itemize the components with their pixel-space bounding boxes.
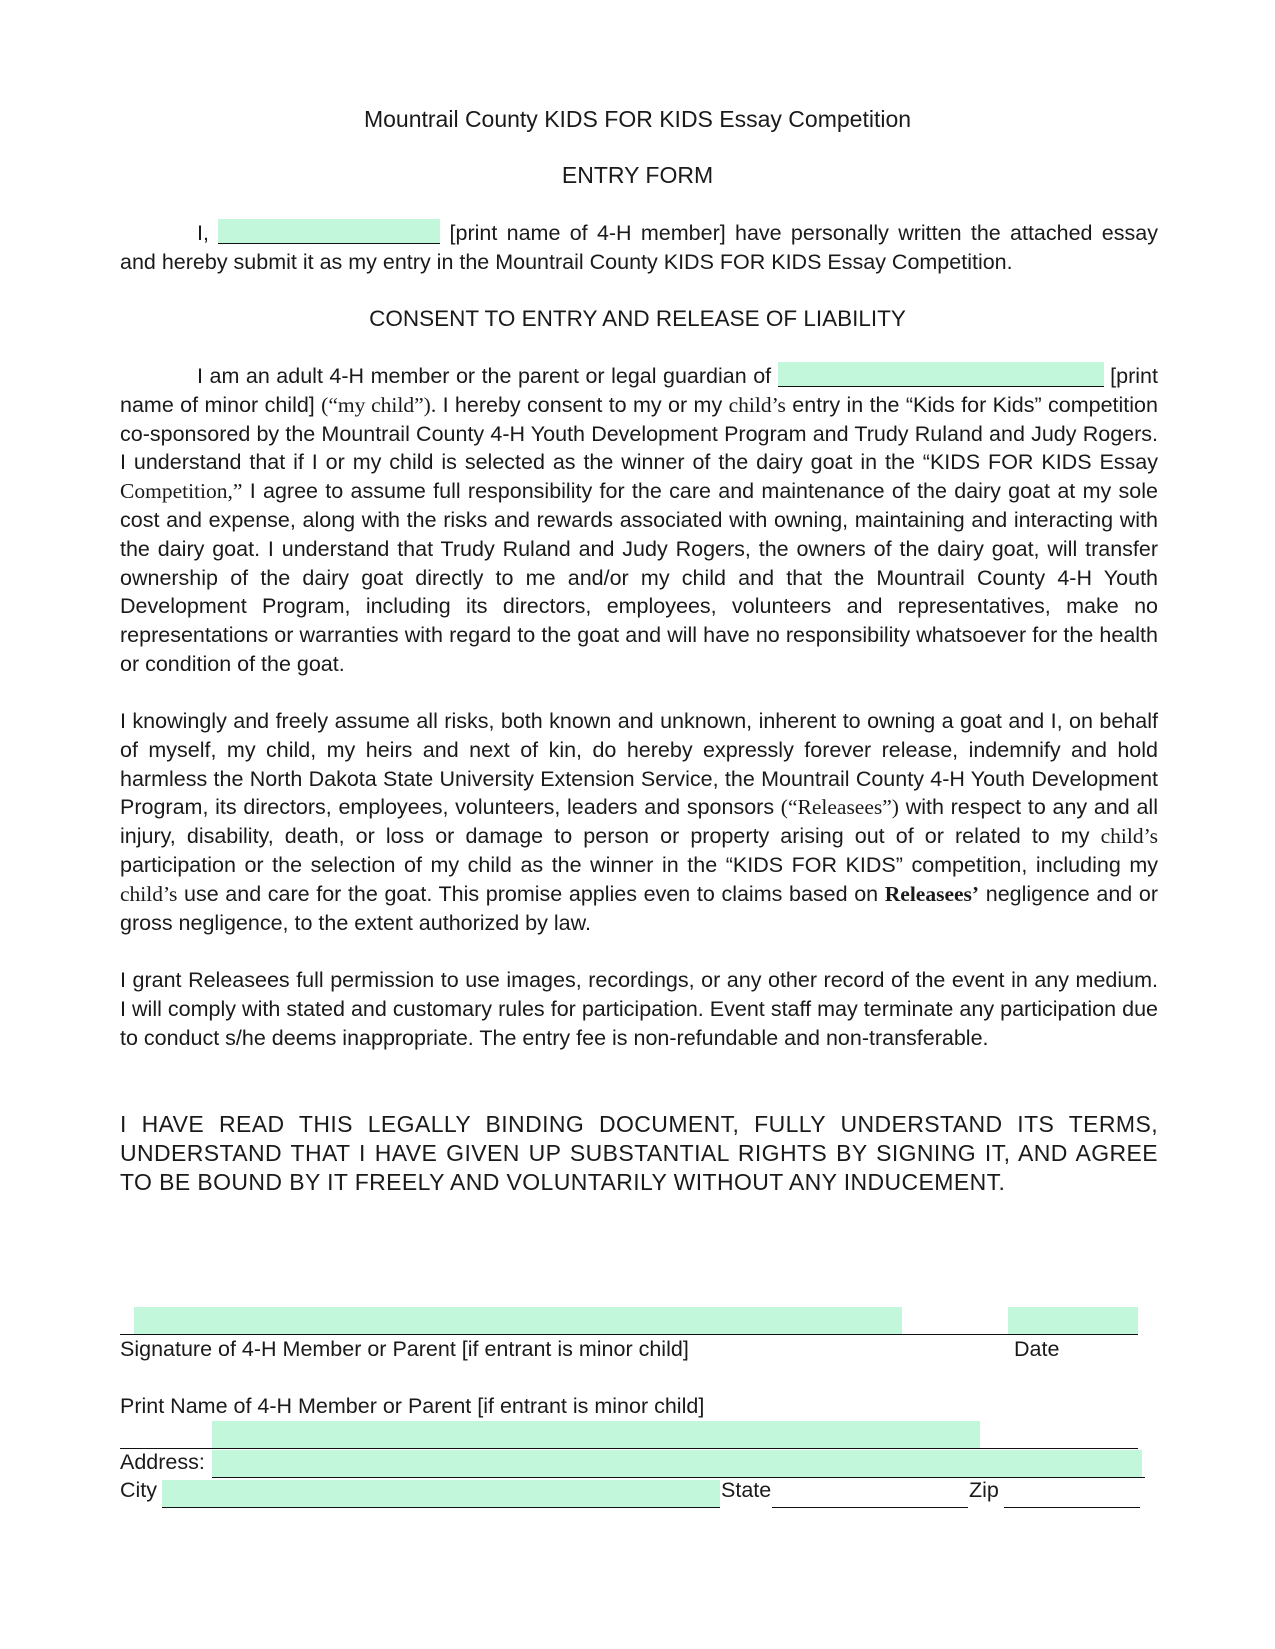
form-heading: ENTRY FORM bbox=[561, 162, 714, 188]
signature-line bbox=[120, 1334, 1138, 1335]
print-name-field[interactable] bbox=[212, 1421, 980, 1449]
date-field[interactable] bbox=[1008, 1307, 1138, 1335]
print-name-line bbox=[120, 1448, 1138, 1449]
consent-paragraph bbox=[120, 362, 1158, 679]
city-line bbox=[162, 1507, 720, 1508]
consent-text-5: child’s bbox=[728, 392, 786, 417]
entry-text: [print name of 4-H member] have personally written the attached essay and hereby submit it as my entry in the Mountrail County KIDS FOR KIDS Essay Competition. bbox=[120, 221, 1158, 274]
zip-label: Zip bbox=[969, 1478, 999, 1502]
consent-text-6: entry in the “Kids for Kids” competition co-sponsored by the Mountrail County 4-H Youth Development Program and Trudy Ruland and Judy Rogers. I understand that if I or my child is selected as the winner of the dairy goat in the “KIDS FOR KIDS Essay bbox=[120, 392, 1158, 475]
consent-text-4: I hereby consent to my or my bbox=[442, 392, 723, 417]
entry-prefix: I, bbox=[197, 221, 209, 245]
consent-heading: CONSENT TO ENTRY AND RELEASE OF LIABILITY bbox=[369, 306, 906, 331]
state-line[interactable] bbox=[772, 1507, 968, 1508]
entry-statement bbox=[120, 219, 1158, 277]
acknowledgement-paragraph: I HAVE READ THIS LEGALLY BINDING DOCUMENT, FULLY UNDERSTAND ITS TERMS, UNDERSTAND THAT I HAVE GIVEN UP SUBSTANTIAL RIGHTS BY SIGNING IT, AND AGREE TO BE BOUND BY IT FREELY AND VOLUNTARILY WITHOUT ANY INDUCEMENT. bbox=[120, 1111, 1158, 1195]
consent-text-8: I agree to assume full responsibility for the care and maintenance of the dairy goat at my sole cost and expense, along with the risks and rewards associated with owning, maintaining and interacting with the dairy goat. I understand that Trudy Ruland and Judy Rogers, the owners of the dairy goat, will transfer ownership of the dairy goat directly to me and/or my child and that the Mountrail County 4-H Youth Development Program, including its directors, employees, volunteers and representatives, make no representations or warranties with regard to the goat and will have no responsibility whatsoever for the health or condition of the goat. bbox=[120, 479, 1158, 676]
release-text-e: participation or the selection of my child as the winner in the “KIDS FOR KIDS” competition, including my bbox=[120, 852, 1158, 877]
release-text-f: child’s bbox=[120, 881, 178, 906]
release-text-c: with respect to any and all injury, disability, death, or loss or damage to person or property arising out of or related to my bbox=[120, 795, 1158, 849]
permission-paragraph: I grant Releasees full permission to use images, recordings, or any other record of the event in any medium. I will comply with stated and customary rules for participation. Event staff may terminate any participation due to conduct s/he deems inappropriate. The entry fee is non-refundable and non-transferable. bbox=[120, 968, 1158, 1050]
release-text-b: (“Releasees”) bbox=[780, 795, 899, 820]
signature-field[interactable] bbox=[134, 1307, 902, 1335]
city-label: City bbox=[120, 1478, 158, 1502]
release-text-d: child’s bbox=[1100, 824, 1158, 849]
release-text-i: negligence and or gross negligence, to the extent authorized by law. bbox=[120, 881, 1158, 935]
release-text-h: Releasees’ bbox=[884, 881, 980, 906]
consent-text-7: Competition,” bbox=[120, 479, 243, 504]
zip-line[interactable] bbox=[1004, 1507, 1140, 1508]
document-title: Mountrail County KIDS FOR KIDS Essay Competition bbox=[363, 106, 912, 132]
consent-text-3: (“my child”). bbox=[321, 392, 437, 417]
city-field[interactable] bbox=[162, 1480, 720, 1508]
member-name-field[interactable] bbox=[218, 219, 440, 244]
release-paragraph bbox=[120, 707, 1158, 937]
minor-child-name-field[interactable] bbox=[778, 362, 1104, 387]
address-line bbox=[212, 1477, 1145, 1478]
signature-label: Signature of 4-H Member or Parent [if entrant is minor child] bbox=[120, 1337, 689, 1361]
state-label: State bbox=[721, 1478, 772, 1502]
date-label: Date bbox=[1014, 1337, 1060, 1361]
address-label: Address: bbox=[120, 1450, 205, 1474]
print-name-label: Print Name of 4-H Member or Parent [if entrant is minor child] bbox=[120, 1394, 705, 1418]
release-text-g: use and care for the goat. This promise applies even to claims based on bbox=[183, 881, 879, 906]
consent-text-2: [print name of minor child] bbox=[120, 364, 1158, 417]
release-text-a: I knowingly and freely assume all risks, both known and unknown, inherent to owning a goat and I, on behalf of myself, my child, my heirs and next of kin, do hereby expressly forever release, indemnify and hold harmless the North Dakota State University Extension Service, the Mountrail County 4-H Youth Development Program, its directors, employees, volunteers, leaders and sponsors bbox=[120, 709, 1158, 820]
address-field[interactable] bbox=[212, 1450, 1142, 1478]
consent-text-1: I am an adult 4-H member or the parent or legal guardian of bbox=[197, 364, 772, 388]
